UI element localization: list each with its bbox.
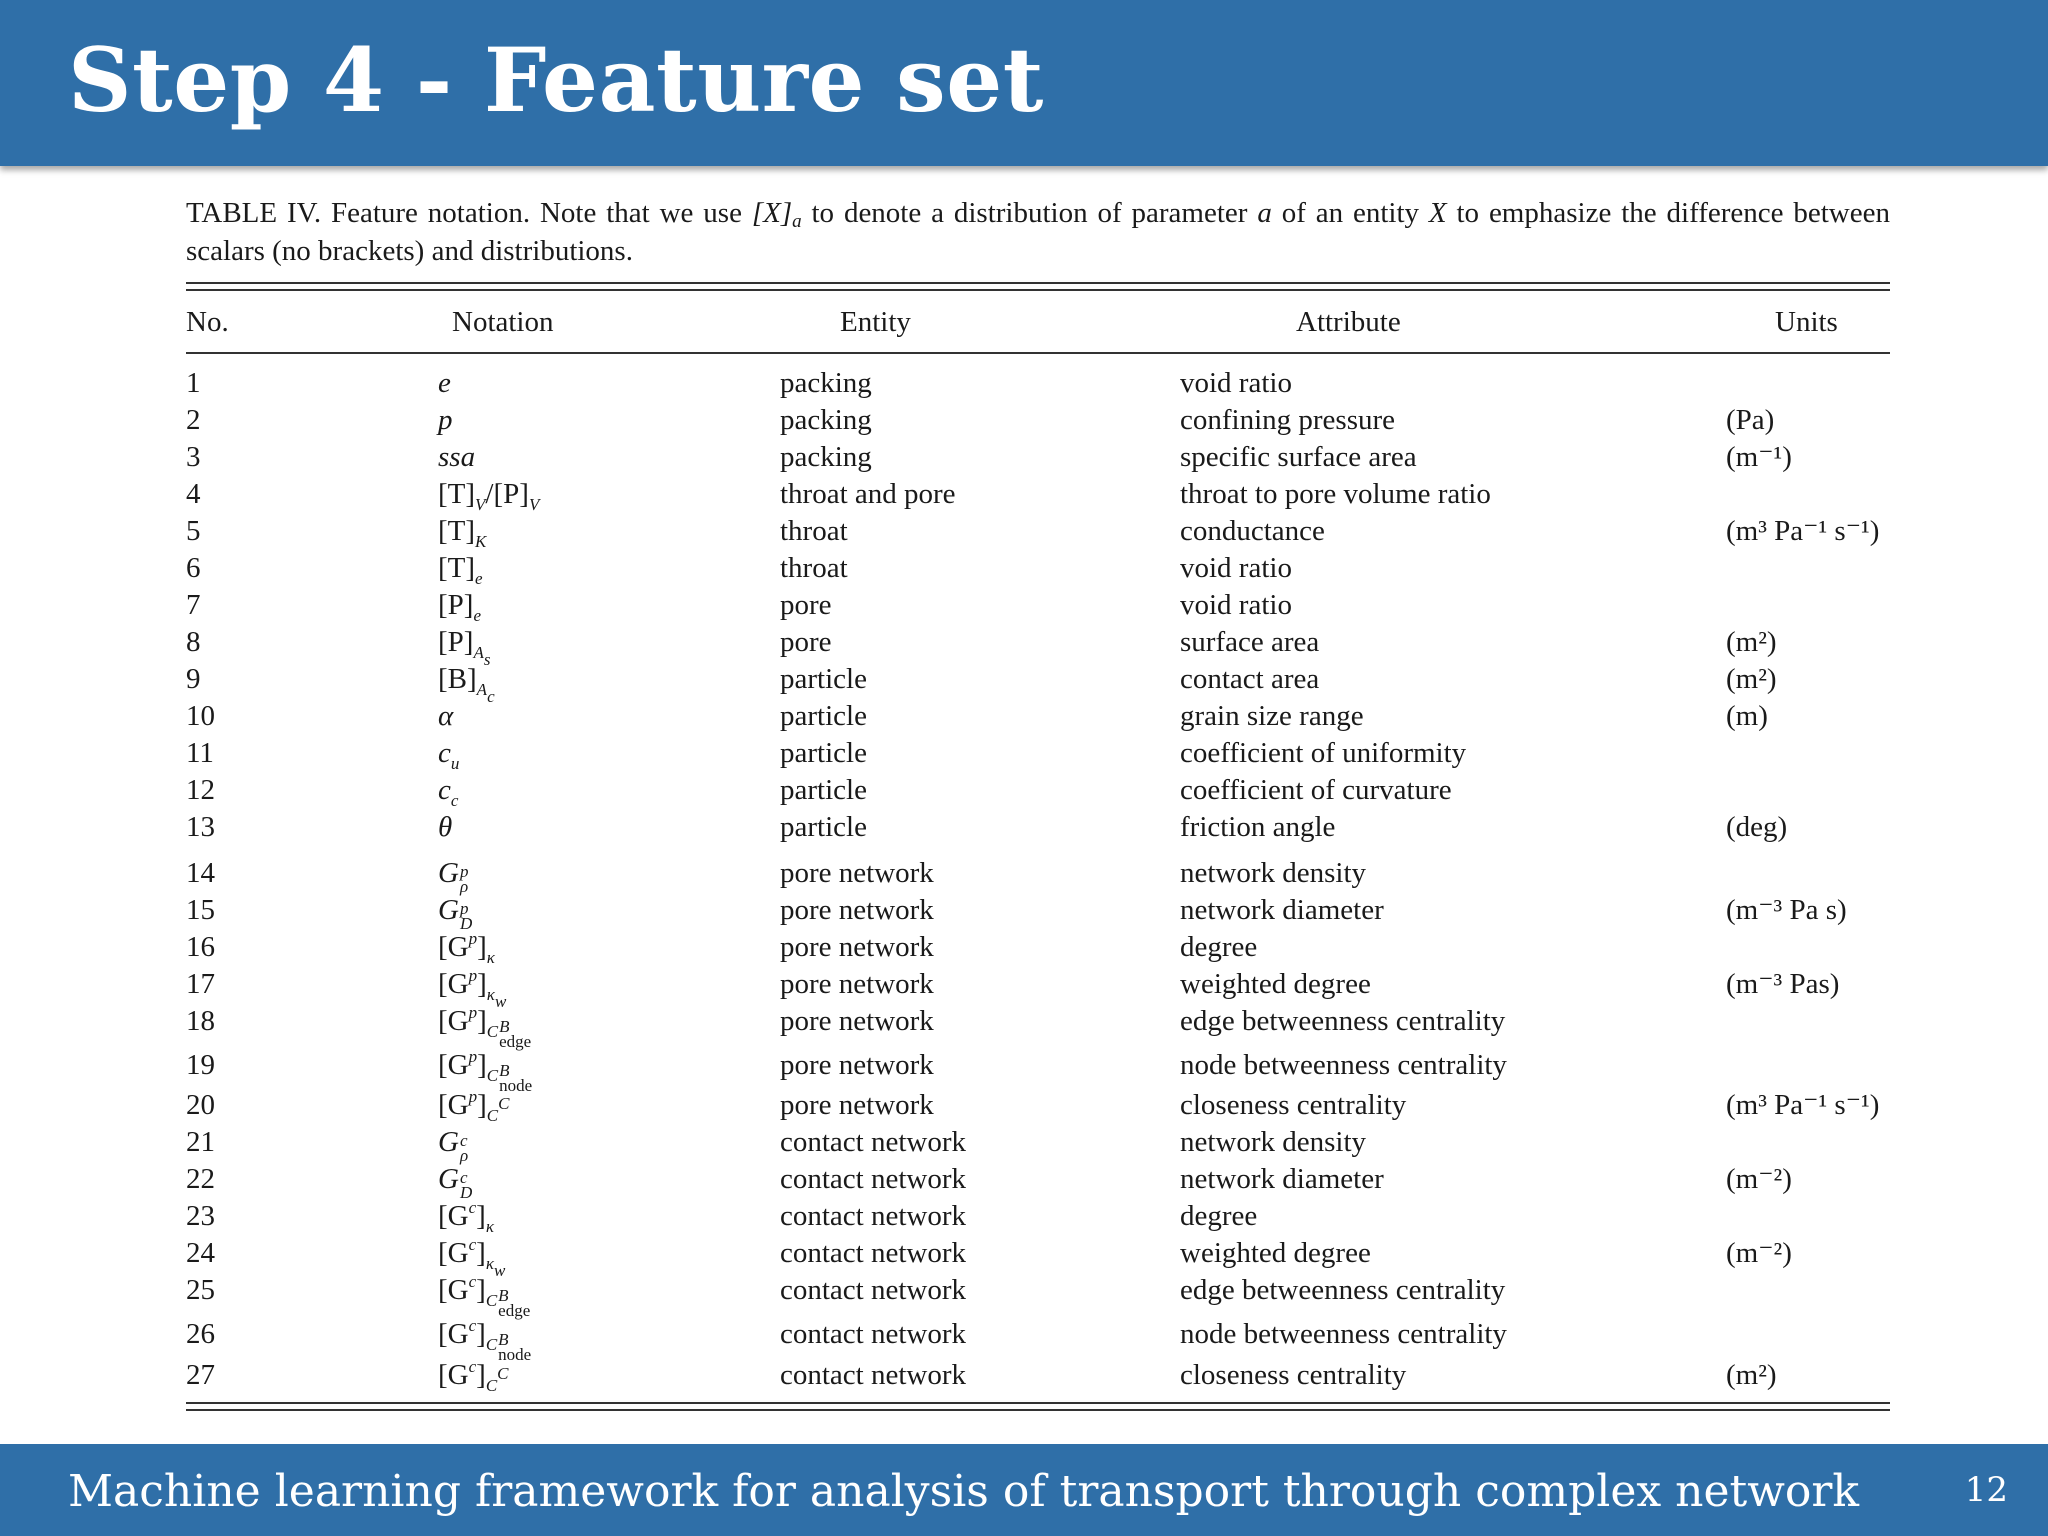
row-number: 27 (186, 1359, 215, 1391)
row-number: 7 (186, 589, 201, 621)
entity-cell: pore (780, 589, 832, 621)
notation-cell: α (438, 700, 454, 732)
table-row (186, 662, 1890, 706)
table-row (186, 588, 1890, 625)
attribute-cell: throat to pore volume ratio (1180, 478, 1491, 510)
notation-cell: G p D (438, 894, 473, 933)
attribute-cell: network diameter (1180, 894, 1384, 926)
row-number: 13 (186, 811, 215, 843)
notation-cell: $c_u$ (438, 737, 460, 773)
table-row (186, 403, 1890, 437)
notation-cell: G p ρ (438, 857, 469, 896)
entity-cell: particle (780, 811, 867, 843)
row-number: 6 (186, 552, 201, 584)
attribute-cell: grain size range (1180, 700, 1364, 732)
caption-text-3: of an entity (1271, 197, 1429, 229)
attribute-cell: void ratio (1180, 367, 1292, 399)
column-header-no: No. (186, 306, 229, 338)
notation-cell: $[G^c]_{C B node}$ (438, 1316, 532, 1364)
table-row (186, 551, 1890, 588)
attribute-cell: weighted degree (1180, 1237, 1371, 1269)
table-row (186, 1235, 1890, 1280)
footer-bar (0, 1444, 2048, 1536)
column-header-notation: Notation (452, 306, 554, 338)
units-cell: (m⁻³ Pa s) (1726, 894, 1847, 926)
row-number: 15 (186, 894, 215, 926)
table-top-rule (186, 282, 1890, 284)
row-number: 23 (186, 1200, 215, 1232)
table-row (186, 1162, 1890, 1202)
attribute-cell: edge betweenness centrality (1180, 1005, 1506, 1037)
entity-cell: pore network (780, 894, 934, 926)
entity-cell: pore network (780, 1089, 934, 1121)
notation-cell: $[B]_{A_c}$ (438, 663, 495, 706)
table-row (186, 966, 1890, 1011)
table-row (186, 929, 1890, 967)
row-number: 24 (186, 1237, 215, 1269)
table-row (186, 366, 1890, 400)
notation-cell: p (438, 404, 453, 436)
row-number: 4 (186, 478, 201, 510)
notation-cell: ssa (438, 441, 476, 473)
notation-cell: $[P]_{A_s}$ (438, 626, 491, 669)
caption-text-4: to emphasize the difference between scalars (no brackets) and distributions. (186, 197, 1890, 267)
units-cell: (m³ Pa⁻¹ s⁻¹) (1726, 515, 1880, 547)
entity-cell: contact network (780, 1237, 967, 1269)
attribute-cell: weighted degree (1180, 968, 1371, 1000)
entity-cell: pore network (780, 968, 934, 1000)
table-row (186, 440, 1890, 474)
attribute-cell: coefficient of curvature (1180, 774, 1452, 806)
row-number: 18 (186, 1005, 215, 1037)
row-number: 25 (186, 1274, 215, 1306)
attribute-cell: void ratio (1180, 589, 1292, 621)
attribute-cell: specific surface area (1180, 441, 1417, 473)
table-top-rule-second (186, 289, 1890, 291)
entity-cell: contact network (780, 1200, 967, 1232)
units-cell: (Pa) (1726, 404, 1775, 436)
notation-cell: $[G^c]_\kappa$ (438, 1198, 494, 1236)
row-number: 12 (186, 774, 215, 806)
units-cell: (m) (1726, 700, 1768, 732)
entity-cell: throat (780, 552, 848, 584)
table-bottom-rule-second (186, 1409, 1890, 1411)
table-row (186, 625, 1890, 669)
units-cell: (deg) (1726, 811, 1788, 843)
row-number: 10 (186, 700, 215, 732)
notation-cell: $[G^p]_{\kappa_w}$ (438, 966, 507, 1011)
entity-cell: pore network (780, 857, 934, 889)
caption-symbol-a-sub: a (792, 211, 802, 232)
units-cell: (m²) (1726, 626, 1777, 658)
attribute-cell: void ratio (1180, 552, 1292, 584)
page-number: 12 (1964, 1470, 2008, 1510)
notation-cell: G c D (438, 1163, 473, 1202)
units-cell: (m²) (1726, 1359, 1777, 1391)
caption-text-1: TABLE IV. Feature notation. Note that we use (186, 197, 752, 229)
row-number: 21 (186, 1126, 215, 1158)
attribute-cell: contact area (1180, 663, 1320, 695)
entity-cell: particle (780, 774, 867, 806)
table-header-rule (186, 352, 1890, 354)
row-number: 20 (186, 1089, 215, 1121)
attribute-cell: confining pressure (1180, 404, 1396, 436)
entity-cell: contact network (780, 1318, 967, 1350)
attribute-cell: conductance (1180, 515, 1325, 547)
table-row (186, 514, 1890, 551)
row-number: 22 (186, 1163, 215, 1195)
entity-cell: particle (780, 663, 867, 695)
table-row (186, 699, 1890, 733)
row-number: 16 (186, 931, 215, 963)
notation-cell: $[G^c]_{C B edge}$ (438, 1272, 531, 1320)
notation-cell: $[G^c]_{\kappa_w}$ (438, 1235, 506, 1280)
units-cell: (m³ Pa⁻¹ s⁻¹) (1726, 1089, 1880, 1121)
attribute-cell: network density (1180, 1126, 1367, 1158)
attribute-cell: closeness centrality (1180, 1089, 1407, 1121)
row-number: 5 (186, 515, 201, 547)
notation-cell: e (438, 367, 451, 399)
notation-cell: $[T]_e$ (438, 552, 483, 588)
entity-cell: throat (780, 515, 848, 547)
entity-cell: particle (780, 700, 867, 732)
table-row (186, 1272, 1890, 1320)
table-row (186, 1003, 1890, 1051)
entity-cell: pore (780, 626, 832, 658)
row-number: 17 (186, 968, 215, 1000)
table-bottom-rule (186, 1402, 1890, 1404)
attribute-cell: closeness centrality (1180, 1359, 1407, 1391)
attribute-cell: network diameter (1180, 1163, 1384, 1195)
table-caption (186, 194, 1890, 270)
row-number: 8 (186, 626, 201, 658)
entity-cell: pore network (780, 931, 934, 963)
notation-cell: $[G^p]_\kappa$ (438, 929, 495, 967)
attribute-cell: network density (1180, 857, 1367, 889)
units-cell: (m⁻²) (1726, 1163, 1792, 1195)
row-number: 9 (186, 663, 201, 695)
row-number: 1 (186, 367, 201, 399)
table-row (186, 773, 1890, 810)
column-header-attribute: Attribute (1296, 306, 1401, 338)
row-number: 11 (186, 737, 214, 769)
table-row (186, 477, 1890, 514)
entity-cell: packing (780, 441, 872, 473)
row-number: 19 (186, 1049, 215, 1081)
entity-cell: contact network (780, 1163, 967, 1195)
caption-symbol-a: a (1257, 197, 1272, 229)
notation-cell: $[G^c]_{C^C}$ (438, 1357, 509, 1395)
entity-cell: contact network (780, 1126, 967, 1158)
row-number: 2 (186, 404, 201, 436)
attribute-cell: degree (1180, 1200, 1258, 1232)
notation-cell: G c ρ (438, 1126, 469, 1165)
entity-cell: particle (780, 737, 867, 769)
table-row (186, 856, 1890, 896)
footer-title: Machine learning framework for analysis of transport through complex network (68, 1466, 1860, 1517)
attribute-cell: friction angle (1180, 811, 1336, 843)
notation-cell: $[G^p]_{C B node}$ (438, 1047, 533, 1095)
attribute-cell: node betweenness centrality (1180, 1049, 1507, 1081)
notation-cell: $c_c$ (438, 774, 459, 810)
column-header-units: Units (1775, 306, 1838, 338)
caption-symbol-x2: X (1428, 197, 1447, 229)
units-cell: (m²) (1726, 663, 1777, 695)
table-row (186, 1047, 1890, 1095)
table-row (186, 893, 1890, 933)
title-bar (0, 0, 2048, 166)
attribute-cell: node betweenness centrality (1180, 1318, 1507, 1350)
notation-cell: θ (438, 811, 453, 843)
table-row (186, 1316, 1890, 1364)
attribute-cell: surface area (1180, 626, 1320, 658)
notation-cell: $[G^p]_{C^C}$ (438, 1087, 510, 1125)
table-row (186, 1357, 1890, 1395)
table-row (186, 810, 1890, 844)
caption-symbol-x: [X] (751, 197, 793, 229)
entity-cell: throat and pore (780, 478, 956, 510)
units-cell: (m⁻²) (1726, 1237, 1792, 1269)
table-row (186, 1087, 1890, 1125)
units-cell: (m⁻³ Pas) (1726, 968, 1840, 1000)
notation-cell: $[G^p]_{C B edge}$ (438, 1003, 532, 1051)
entity-cell: packing (780, 367, 872, 399)
column-header-entity: Entity (840, 306, 911, 338)
entity-cell: contact network (780, 1274, 967, 1306)
units-cell: (m⁻¹) (1726, 441, 1792, 473)
row-number: 3 (186, 441, 201, 473)
notation-cell: $[T]_K$ (438, 515, 487, 551)
entity-cell: pore network (780, 1005, 934, 1037)
attribute-cell: coefficient of uniformity (1180, 737, 1467, 769)
row-number: 26 (186, 1318, 215, 1350)
notation-cell: $[T]_V/[P]_V$ (438, 478, 540, 514)
entity-cell: packing (780, 404, 872, 436)
table-row (186, 1125, 1890, 1165)
notation-cell: $[P]_e$ (438, 589, 481, 625)
entity-cell: pore network (780, 1049, 934, 1081)
table-row (186, 1198, 1890, 1236)
attribute-cell: edge betweenness centrality (1180, 1274, 1506, 1306)
slide-title: Step 4 - Feature set (68, 28, 1044, 132)
entity-cell: contact network (780, 1359, 967, 1391)
table-row (186, 736, 1890, 773)
row-number: 14 (186, 857, 215, 889)
caption-text-2: to denote a distribution of parameter (801, 197, 1258, 229)
attribute-cell: degree (1180, 931, 1258, 963)
